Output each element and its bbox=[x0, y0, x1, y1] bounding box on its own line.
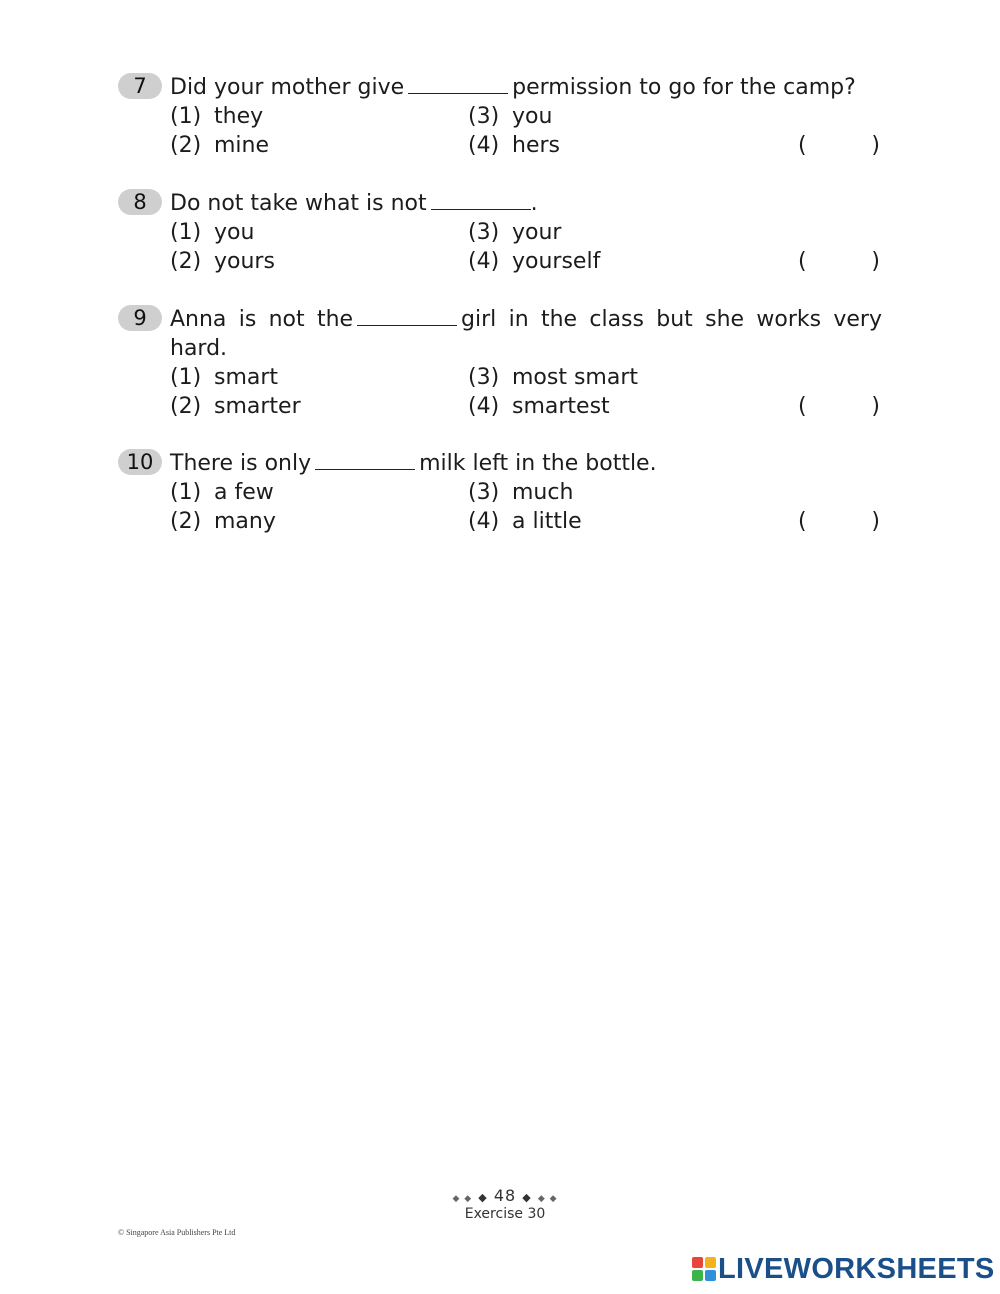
question-number-badge: 8 bbox=[118, 189, 162, 215]
question-10: 10 There is only milk left in the bottle. (1) a few (2) many (3) much (4) a little ( ) bbox=[118, 449, 888, 539]
option-3: (3) most smart bbox=[468, 365, 639, 390]
question-number-badge: 10 bbox=[118, 449, 162, 475]
option-3: (3) your bbox=[468, 220, 562, 245]
liveworksheets-logo-icon bbox=[692, 1257, 716, 1281]
option-1: (1) a few bbox=[170, 480, 274, 505]
stem-text-before: Do not take what is not bbox=[170, 191, 427, 216]
logo-square bbox=[692, 1257, 703, 1268]
answer-blank bbox=[357, 324, 457, 326]
stem-text-after: . bbox=[530, 191, 538, 216]
liveworksheets-logo[interactable] bbox=[692, 1252, 995, 1286]
stem-text-after: milk left in the bottle. bbox=[419, 451, 657, 476]
diamond-icon: ◆ bbox=[522, 1191, 532, 1204]
logo-square bbox=[705, 1257, 716, 1268]
option-3: (3) much bbox=[468, 480, 574, 505]
exercise-label: Exercise 30 bbox=[464, 1206, 546, 1222]
question-stem bbox=[170, 305, 882, 363]
stem-text-after: permission to go for the camp? bbox=[512, 75, 856, 100]
page-number bbox=[440, 1186, 570, 1205]
logo-square bbox=[705, 1270, 716, 1281]
stem-text-before: Did your mother give bbox=[170, 75, 405, 100]
option-2: (2) mine bbox=[170, 133, 270, 158]
diamond-icon: ◆ bbox=[478, 1191, 488, 1204]
answer-blank bbox=[408, 92, 508, 94]
option-1: (1) smart bbox=[170, 365, 279, 390]
logo-square bbox=[692, 1270, 703, 1281]
question-number-badge: 9 bbox=[118, 305, 162, 331]
copyright-notice: © Singapore Asia Publishers Pte Ltd bbox=[118, 1228, 236, 1237]
option-1: (1) they bbox=[170, 104, 264, 129]
answer-blank bbox=[315, 468, 415, 470]
option-2: (2) many bbox=[170, 509, 276, 534]
option-4: (4) yourself bbox=[468, 249, 601, 274]
option-4: (4) hers bbox=[468, 133, 560, 158]
option-2: (2) smarter bbox=[170, 394, 301, 419]
diamond-icon: ◆ ◆ bbox=[537, 1194, 558, 1204]
option-2: (2) yours bbox=[170, 249, 275, 274]
question-8: 8 Do not take what is not . (1) you (2) yours (3) your (4) yourself ( ) bbox=[118, 189, 888, 279]
answer-blank bbox=[431, 208, 531, 210]
question-stem bbox=[170, 449, 882, 478]
option-1: (1) you bbox=[170, 220, 255, 245]
stem-text-before: There is only bbox=[170, 451, 312, 476]
brand-name: LIVEWORKSHEETS bbox=[718, 1252, 995, 1285]
page-number-text: 48 bbox=[493, 1186, 517, 1205]
question-9: 9 Anna is not the girl in the class but she works very hard. (1) smart (2) smarter (3) most smart (4) smartest ( ) bbox=[118, 305, 888, 425]
question-stem bbox=[170, 73, 882, 102]
question-7: 7 Did your mother give permission to go for the camp? (1) they (2) mine (3) you (4) hers ( ) bbox=[118, 73, 888, 163]
question-stem bbox=[170, 189, 882, 218]
diamond-icon: ◆ ◆ bbox=[452, 1194, 473, 1204]
stem-text-after: girl in the class but she works very hard. bbox=[170, 307, 882, 361]
question-number-badge: 7 bbox=[118, 73, 162, 99]
stem-text-before: Anna is not the bbox=[170, 307, 354, 332]
option-4: (4) a little bbox=[468, 509, 582, 534]
option-4: (4) smartest bbox=[468, 394, 610, 419]
option-3: (3) you bbox=[468, 104, 553, 129]
